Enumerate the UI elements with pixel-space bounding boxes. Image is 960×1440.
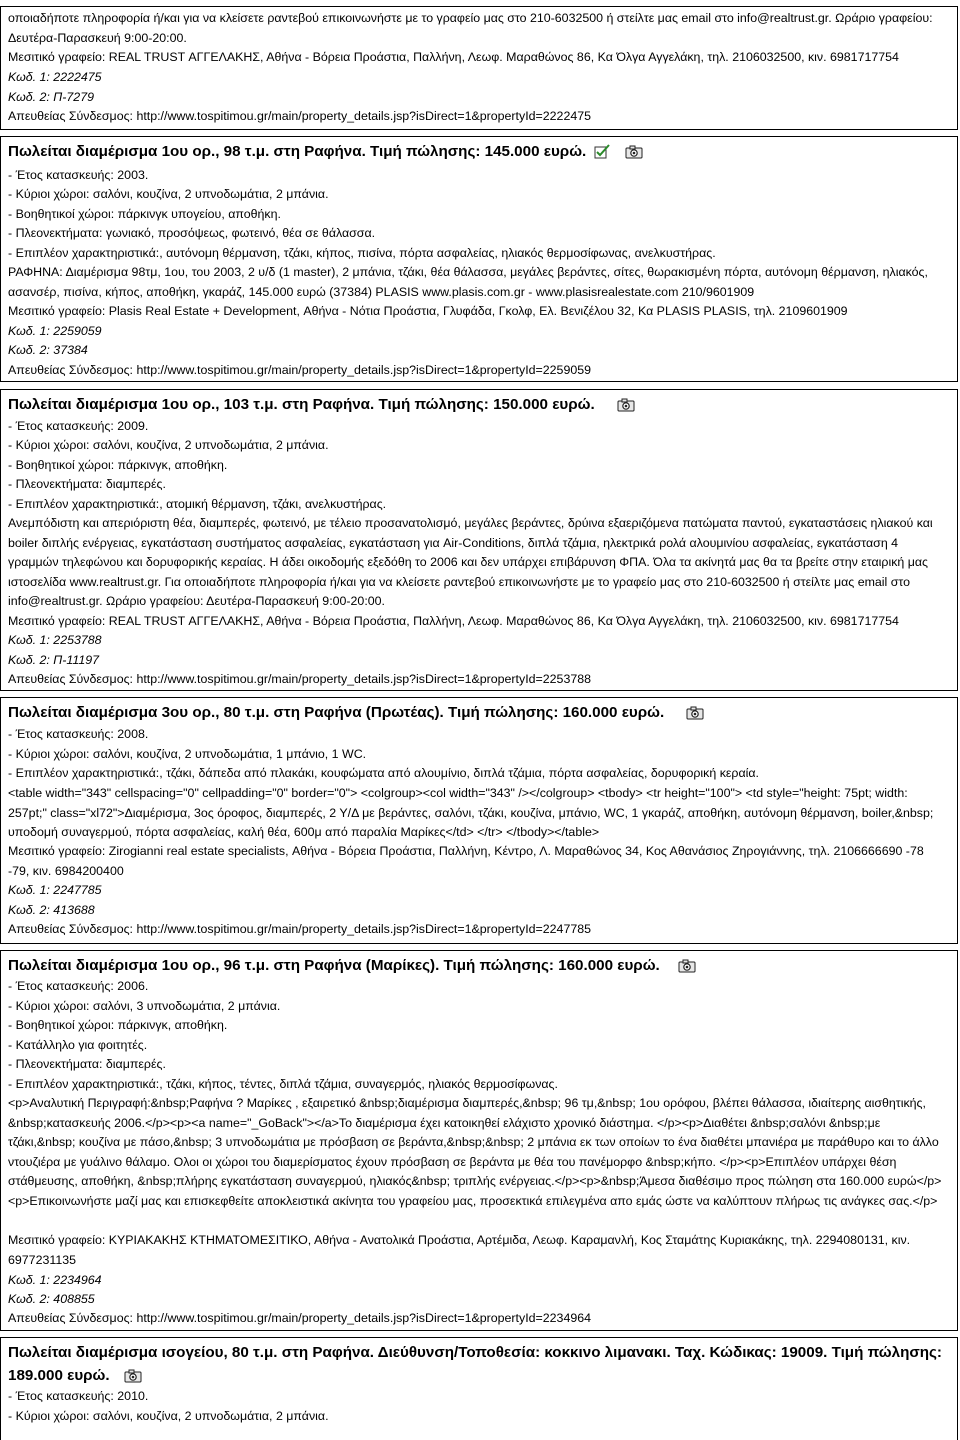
listing-description: <p>Αναλυτική Περιγραφή:&nbsp;Ραφήνα ? Μαρίκες , εξαιρετικό &nbsp;διαμέρισμα διαμπερές,&nbsp; 96 τμ,&nbsp; 1ου ορόφου, βλέπει θάλασσα, ιδιαίτερης αισθητικής, &nbsp;κατασκευής 2006.</p><p><a name="_GoBack"></a>Το διαμέρισμα έχει κατοικηθεί ελάχιστο χρονικό διάστημα. </p><p>Διαθέτει &nbsp;σαλόνι &nbsp;με τζάκι,&nbsp; κουζίνα με πάσο,&nbsp; 3 υπνοδωμάτια με πρόσβαση σε βεράντα,&nbsp;&nbsp; 2 μπάνια εκ των οποίων το ένα διαθέτει μπανιέρα με παράθυρο και το άλλο ντουζιέρα με γυάλινο θάλαμο. Ολοι οι χώροι του διαμερίσματος έχουν πρόσβαση σε βεράντα με θέα του πανέμορφο &nbsp;κήπο. </p><p>Επιπλέον υπάρχει θέση στάθμευσης, αποθήκη, &nbsp;πλήρης εγκατάσταση συναγερμού, ηλιακός&nbsp; τριπλής ενέργειας.</p><p>&nbsp;Άμεσα διαθέσιμο προς πώληση στα 160.000 ευρώ</p><p>Επικοινωνήστε μαζί μας και επισκεφθείτε αποκλειστικά ακίνητα του γραφείου μας, προσεκτικά επιλεγμένα απο εμάς ώστε να καλύπτουν πλήρως τις ανάγκες σας.</p> — [8, 1096, 942, 1208]
listing-title[interactable]: Πωλείται διαμέρισμα 1ου ορ., 96 τ.μ. στη Ραφήνα (Μαρίκες). Τιμή πώλησης: 160.000 ευρώ. — [8, 957, 660, 974]
direct-link[interactable]: Απευθείας Σύνδεσμος: http://www.tospitimou.gr/main/property_details.jsp?isDirect=1&propertyId=2253788 — [8, 672, 592, 686]
broker-info: Μεσιτικό γραφείο: ΚΥΡΙΑΚΑΚΗΣ ΚΤΗΜΑΤΟΜΕΣΙΤΙΚΟ, Αθήνα - Ανατολικά Προάστια, Αρτέμιδα, Λεωφ. Καραμανλή, Κος Σταμάτης Κυριακάκης, τηλ. 2294080131, κιν. 6977231135 — [8, 1233, 911, 1267]
listing-title-block[interactable] — [8, 1341, 945, 1390]
listing-title-row[interactable] — [8, 703, 951, 726]
code-2: Κωδ. 2: 413688 — [8, 903, 95, 917]
code-1: Κωδ. 1: 2247785 — [8, 883, 102, 897]
broker-info: Μεσιτικό γραφείο: REAL TRUST ΑΓΓΕΛΑΚΗΣ, Αθήνα - Βόρεια Προάστια, Παλλήνη, Λεωφ. Μαραθώνος 86, Κα Όλγα Αγγελάκη, τηλ. 2106032500, κιν. 6981717754 — [8, 614, 899, 628]
extra-features: - Επιπλέον χαρακτηριστικά:, αυτόνομη θέρμανση, τζάκι, κήπος, πισίνα, πόρτα ασφαλείας, ηλιακός θερμοσίφωνας, ανελκυστήρας. — [8, 246, 716, 260]
direct-link[interactable]: Απευθείας Σύνδεσμος: http://www.tospitimou.gr/main/property_details.jsp?isDirect=1&propertyId=2222475 — [8, 109, 592, 123]
year-built: - Έτος κατασκευής: 2006. — [8, 979, 149, 993]
listing — [0, 1337, 958, 1440]
camera-icon[interactable] — [678, 959, 696, 979]
code-2: Κωδ. 2: Π-11197 — [8, 653, 100, 667]
listing — [0, 6, 958, 130]
main-rooms: - Κύριοι χώροι: σαλόνι, 3 υπνοδωμάτια, 2 μπάνια. — [8, 999, 281, 1013]
year-built: - Έτος κατασκευής: 2010. — [8, 1389, 149, 1403]
listing-title[interactable]: Πωλείται διαμέρισμα 1ου ορ., 98 τ.μ. στη Ραφήνα. Τιμή πώλησης: 145.000 ευρώ. — [8, 143, 587, 160]
broker-info: Μεσιτικό γραφείο: REAL TRUST ΑΓΓΕΛΑΚΗΣ, Αθήνα - Βόρεια Προάστια, Παλλήνη, Λεωφ. Μαραθώνος 86, Κα Όλγα Αγγελάκη, τηλ. 2106032500, κιν. 6981717754 — [8, 50, 899, 64]
listing — [0, 389, 958, 691]
broker-info: Μεσιτικό γραφείο: Plasis Real Estate + Development, Αθήνα - Νότια Προάστια, Γλυφάδα, Γκολφ, Ελ. Βενιζέλου 32, Κα PLASIS PLASIS, τηλ. 2109601909 — [8, 304, 848, 318]
listing-title[interactable]: Πωλείται διαμέρισμα 3ου ορ., 80 τ.μ. στη Ραφήνα (Πρωτέας). Τιμή πώλησης: 160.000 ευρώ. — [8, 704, 665, 721]
code-1: Κωδ. 1: 2259059 — [8, 324, 102, 338]
listing — [0, 136, 958, 382]
code-1: Κωδ. 1: 2222475 — [8, 70, 102, 84]
listing-title[interactable]: Πωλείται διαμέρισμα 1ου ορ., 103 τ.μ. στη Ραφήνα. Τιμή πώλησης: 150.000 ευρώ. — [8, 396, 595, 413]
main-rooms: - Κύριοι χώροι: σαλόνι, κουζίνα, 2 υπνοδωμάτια, 2 μπάνια. — [8, 438, 329, 452]
listing-title[interactable]: Πωλείται διαμέρισμα ισογείου, 80 τ.μ. στη Ραφήνα. Διεύθυνση/Τοποθεσία: κοκκινο λιμανακι. Ταχ. Κώδικας: 19009. Τιμή πώλησης: 189.000 ευρώ. — [8, 1344, 942, 1384]
main-rooms: - Κύριοι χώροι: σαλόνι, κουζίνα, 2 υπνοδωμάτια, 2 μπάνια. — [8, 1409, 329, 1423]
listing — [0, 950, 958, 1331]
camera-icon[interactable] — [617, 398, 635, 418]
listing-description: ΡΑΦΗΝΑ: Διαμέρισμα 98τμ, 1ου, του 2003, 2 υ/δ (1 master), 2 μπάνια, τζάκι, θέα θάλασσα, μεγάλες βεράντες, σίτες, θωρακισμένη πόρτα, αυτόνομη θέρμανση, ηλιακός, ασανσέρ, πισίνα, κήπος, αποθήκη, γκαράζ, 145.000 ευρώ (37384) PLASIS www.plasis.com.gr - www.plasisrealestate.com 210/9601909 — [8, 265, 928, 299]
code-2: Κωδ. 2: 408855 — [8, 1292, 95, 1306]
listing — [0, 697, 958, 944]
year-built: - Έτος κατασκευής: 2003. — [8, 168, 149, 182]
advantages: - Πλεονεκτήματα: διαμπερές. — [8, 477, 166, 491]
advantages: - Πλεονεκτήματα: διαμπερές. — [8, 1057, 166, 1071]
extra-features: - Επιπλέον χαρακτηριστικά:, τζάκι, κήπος, τέντες, διπλά τζάμια, συναγερμός, ηλιακός θερμοσίφωνας. — [8, 1077, 558, 1091]
direct-link[interactable]: Απευθείας Σύνδεσμος: http://www.tospitimou.gr/main/property_details.jsp?isDirect=1&propertyId=2234964 — [8, 1311, 592, 1325]
extra-features: - Επιπλέον χαρακτηριστικά:, τζάκι, δάπεδα από πλακάκι, κουφώματα από αλουμίνιο, διπλά τζάμια, πόρτα ασφαλείας, δορυφορική κεραία. — [8, 766, 759, 780]
code-1: Κωδ. 1: 2253788 — [8, 633, 102, 647]
code-1: Κωδ. 1: 2234964 — [8, 1273, 102, 1287]
auxiliary-rooms: - Βοηθητικοί χώροι: πάρκινγκ, αποθήκη. — [8, 458, 228, 472]
auxiliary-rooms: - Βοηθητικοί χώροι: πάρκινγκ υπογείου, αποθήκη. — [8, 207, 281, 221]
camera-icon[interactable] — [625, 145, 643, 165]
listing-title-row[interactable] — [8, 395, 951, 418]
year-built: - Έτος κατασκευής: 2009. — [8, 419, 149, 433]
listing-description: <table width="343" cellspacing="0" cellpadding="0" border="0"> <colgroup><col width="343" /></colgroup> <tbody> <tr height="100"> <td style="height: 75pt; width: 257pt;" class="xl72">Διαμέρισμα, 3ος όροφος, διαμπερές, 2 Υ/Δ με βεράντες, σαλόνι, τζάκι, κουζίνα, μπάνιο, WC, 1 γκαράζ, αποθήκη, αυτόνομη θέρμανση, boiler,&nbsp; υποδομή συναγερμού, πόρτα ασφαλείας, καλή θέα, 600μ από παραλία Μαρίκες</td> </tr> </tbody></table> — [8, 786, 934, 840]
direct-link[interactable]: Απευθείας Σύνδεσμος: http://www.tospitimou.gr/main/property_details.jsp?isDirect=1&propertyId=2259059 — [8, 363, 592, 377]
camera-icon[interactable] — [686, 706, 704, 726]
broker-info: Μεσιτικό γραφείο: Zirogianni real estate specialists, Αθήνα - Βόρεια Προάστια, Παλλήνη, Κέντρο, Λ. Μαραθώνος 34, Κος Αθανάσιος Ζηρογιάννης, τηλ. 2106666690 -78 -79, κιν. 6984200400 — [8, 844, 924, 878]
listing-title-row[interactable] — [8, 142, 951, 165]
year-built: - Έτος κατασκευής: 2008. — [8, 727, 149, 741]
listing-description: οποιαδήποτε πληροφορία ή/και για να κλείσετε ραντεβού επικοινωνήστε με το γραφείο μας στο 210-6032500 ή στείλτε μας email στο info@realtrust.gr. Ωράριο γραφείου: Δευτέρα-Παρασκευή 9:00-20:00. — [8, 11, 933, 45]
listing-description: Ανεμπόδιστη και απεριόριστη θέα, διαμπερές, φωτεινό, με τέλειο προσανατολισμό, μεγάλες βεράντες, δρύινα εξαεριζόμενα πατώματα παντού, εγκαταστάσεις ηλιακού και boiler διπλής ενέργειας, εγκατάσταση συστήματος ασφαλείας, εγκατάσταση για Air-Conditions, διπλά τζάμια, ηλεκτρικά ρολά αλουμινίου ασφαλείας, εγκατάσταση 4 γραμμών τηλεφώνου και δορυφορικής κεραίας. Η άδει οικοδομής εξεδόθη το 2006 και δεν υπάρχει επιβάρυνση ΦΠΑ. Όλα τα ακίνητά μας θα τα βρείτε στην εταιρική μας ιστοσελίδα www.realtrust.gr. Για οποιαδήποτε πληροφορία ή/και για να κλείσετε ραντεβού επικοινωνήστε με το γραφείο μας στο 210-6032500 ή στείλτε μας email στο info@realtrust.gr. Ωράριο γραφείου: Δευτέρα-Παρασκευή 9:00-20:00. — [8, 516, 933, 609]
code-2: Κωδ. 2: 37384 — [8, 343, 88, 357]
main-rooms: - Κύριοι χώροι: σαλόνι, κουζίνα, 2 υπνοδωμάτια, 1 μπάνιο, 1 WC. — [8, 747, 367, 761]
extra-features: - Επιπλέον χαρακτηριστικά:, ατομική θέρμανση, τζάκι, ανελκυστήρας. — [8, 497, 387, 511]
listing-title-row[interactable] — [8, 956, 951, 979]
main-rooms: - Κύριοι χώροι: σαλόνι, κουζίνα, 2 υπνοδωμάτια, 2 μπάνια. — [8, 187, 329, 201]
suitable-for: - Κατάλληλο για φοιτητές. — [8, 1038, 148, 1052]
code-2: Κωδ. 2: Π-7279 — [8, 90, 94, 104]
checkbox-icon — [594, 144, 611, 165]
advantages: - Πλεονεκτήματα: γωνιακό, προσόψεως, φωτεινό, θέα σε θάλασσα. — [8, 226, 376, 240]
direct-link[interactable]: Απευθείας Σύνδεσμος: http://www.tospitimou.gr/main/property_details.jsp?isDirect=1&propertyId=2247785 — [8, 922, 592, 936]
auxiliary-rooms: - Βοηθητικοί χώροι: πάρκινγκ, αποθήκη. — [8, 1018, 228, 1032]
